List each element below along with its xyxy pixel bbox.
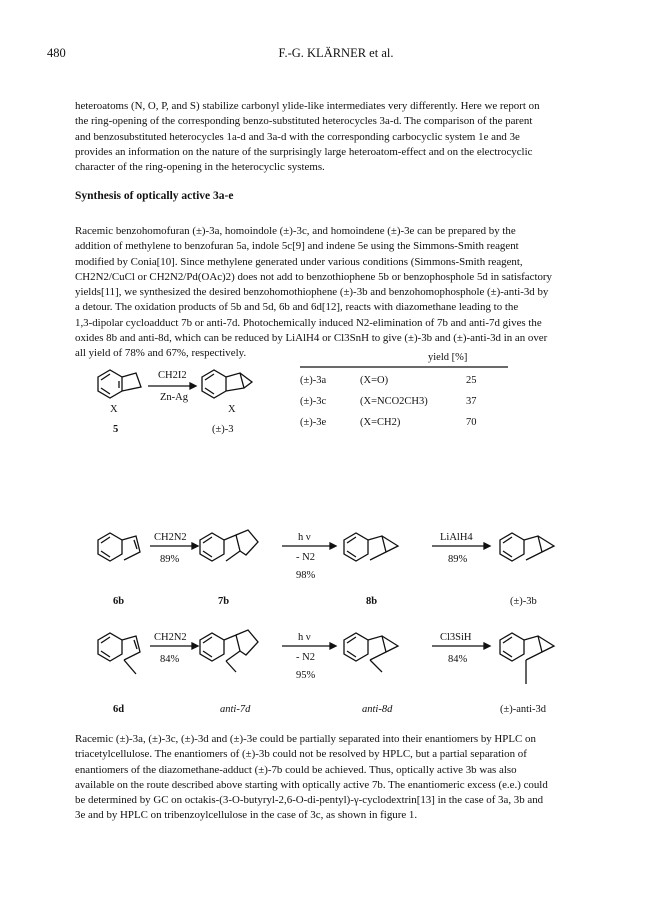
text-line: 3e and by HPLC on tribenzoylcellulose in the case of 3c, as shown in figure 1. [75, 809, 418, 822]
text-line: Racemic (±)-3a, (±)-3c, (±)-3d and (±)-3e could be partially separated into their enantiomers by HPLC on [75, 733, 536, 745]
phosphole-anti-3d [500, 633, 554, 684]
yield-label: 89% [160, 554, 180, 565]
reagent-label: - N2 [296, 652, 315, 663]
table-compound: (±)-3a [300, 375, 327, 386]
text-line: enantiomers of the diazomethane-adduct (±)-7b could be achieved. Thus, optically active 3b was also [75, 763, 517, 776]
yield-label: 89% [448, 554, 468, 565]
compound-label: 6b [113, 596, 125, 607]
compound-label: 8b [366, 596, 378, 607]
table-substituent: (X=NCO2CH3) [360, 396, 428, 407]
table-yield: 25 [466, 375, 477, 386]
table-substituent: (X=O) [360, 375, 389, 386]
text-line: yields[11], we synthesized the desired benzohomothiophene (±)-3b and benzohomophosphole (±)-anti-3d by [75, 286, 549, 299]
yield-label: 98% [296, 570, 316, 581]
table-yield: 70 [466, 417, 477, 428]
text-line: the ring-opening of the corresponding benzo-substituted heterocycles 3a-d. The comparison of the parent [75, 115, 533, 128]
section-heading: Synthesis of optically active 3a-e [75, 190, 234, 202]
sulfone-6b [98, 533, 140, 561]
results-paragraph [75, 732, 603, 824]
reagent-label: - N2 [296, 552, 315, 563]
text-line: character of the ring-opening in the heterocyclic systems. [75, 161, 325, 174]
compound-label: anti-8d [362, 704, 393, 715]
phosphole-oxide-anti-8d [344, 633, 398, 672]
text-line: provides an information on the nature of the surprisingly large heteroatom-effect and on the electrocyclic [75, 145, 533, 158]
reagent-label: Cl3SiH [440, 632, 472, 643]
yield-label: 84% [160, 654, 180, 665]
pyrazoline-anti-7d [200, 630, 258, 672]
text-line: triacetylcellulose. The enantiomers of (±)-3b could not be resolved by HPLC, but a partial separation of [75, 748, 527, 761]
compound-label: (±)-3 [212, 424, 234, 435]
atom-label-x: X [110, 404, 118, 415]
reagent-label: CH2I2 [158, 370, 187, 381]
benzo-heterocycle-5 [98, 370, 141, 398]
text-line: available on the route described above starting with optically active 7b. The enantiomeric excess (e.e.) could [75, 778, 548, 791]
yield-label: 95% [296, 670, 316, 681]
page-number: 480 [47, 46, 66, 60]
compound-label: (±)-anti-3d [500, 704, 546, 715]
reagent-label: LiAlH4 [440, 532, 473, 543]
text-line: be determined by GC on octakis-(3-O-butyryl-2,6-O-di-pentyl)-γ-cyclodextrin[13] in the case of 3a, 3b and [75, 794, 544, 807]
reagent-label: h ν [298, 532, 311, 543]
text-line: Racemic benzohomofuran (±)-3a, homoindole (±)-3c, and homoindene (±)-3e can be prepared by the [75, 225, 516, 237]
pyrazoline-7b [200, 530, 258, 561]
sulfone-8b [344, 533, 398, 561]
table-yield: 37 [466, 396, 477, 407]
running-head: F.-G. KLÄRNER et al. [278, 46, 394, 60]
atom-label-x: X [228, 404, 236, 415]
text-line: all yield of 78% and 67%, respectively. [75, 347, 247, 360]
reagent-label: CH2N2 [154, 632, 187, 643]
yield-label: 84% [448, 654, 468, 665]
reagent-label: h ν [298, 632, 311, 643]
phosphole-oxide-6d [98, 633, 140, 674]
text-line: oxides 8b and anti-8d, which can be reduced by LiAlH4 or Cl3SnH to give (±)-3b and (±)-anti-3d in an over [75, 332, 548, 345]
compound-label: 7b [218, 596, 230, 607]
text-line: modified by Conia[10]. Since methylene generated under various conditions (Simmons-Smith reagent, [75, 255, 523, 268]
reagent-label: CH2N2 [154, 532, 187, 543]
table-header: yield [%] [428, 352, 468, 363]
table-compound: (±)-3c [300, 396, 327, 407]
compound-label: 6d [113, 704, 125, 715]
benzo-homo-heterocycle-3 [202, 370, 252, 398]
thiophene-3b [500, 533, 554, 561]
compound-label: (±)-3b [510, 596, 537, 607]
text-line: addition of methylene to benzofuran 5a, indole 5c[9] and indene 5e using the Simmons-Smith reagent [75, 240, 519, 253]
text-line: heteroatoms (N, O, P, and S) stabilize carbonyl ylide-like intermediates very differently. Here we report on [75, 100, 540, 112]
table-substituent: (X=CH2) [360, 417, 401, 428]
compound-label: 5 [113, 424, 119, 435]
text-line: 1,3-dipolar cycloadduct 7b or anti-7d. Photochemically induced N2-elimination of 7b and anti-7d gives the [75, 316, 542, 329]
text-line: CH2N2/CuCl or CH2N2/Pd(OAc)2) does not add to benzothiophene 5b or benzophosphole 5d in satisfactory [75, 270, 552, 283]
table-compound: (±)-3e [300, 417, 327, 428]
reagent-label: Zn-Ag [160, 392, 188, 403]
text-line: a detour. The oxidation products of 5b and 5d, 6b and 6d[12], reacts with diazomethane leading to the [75, 301, 519, 314]
text-line: and benzosubstituted heterocycles 1a-d and 3a-d with the corresponding carbocyclic system 1e and 3e [75, 130, 520, 143]
compound-label: anti-7d [220, 704, 251, 715]
